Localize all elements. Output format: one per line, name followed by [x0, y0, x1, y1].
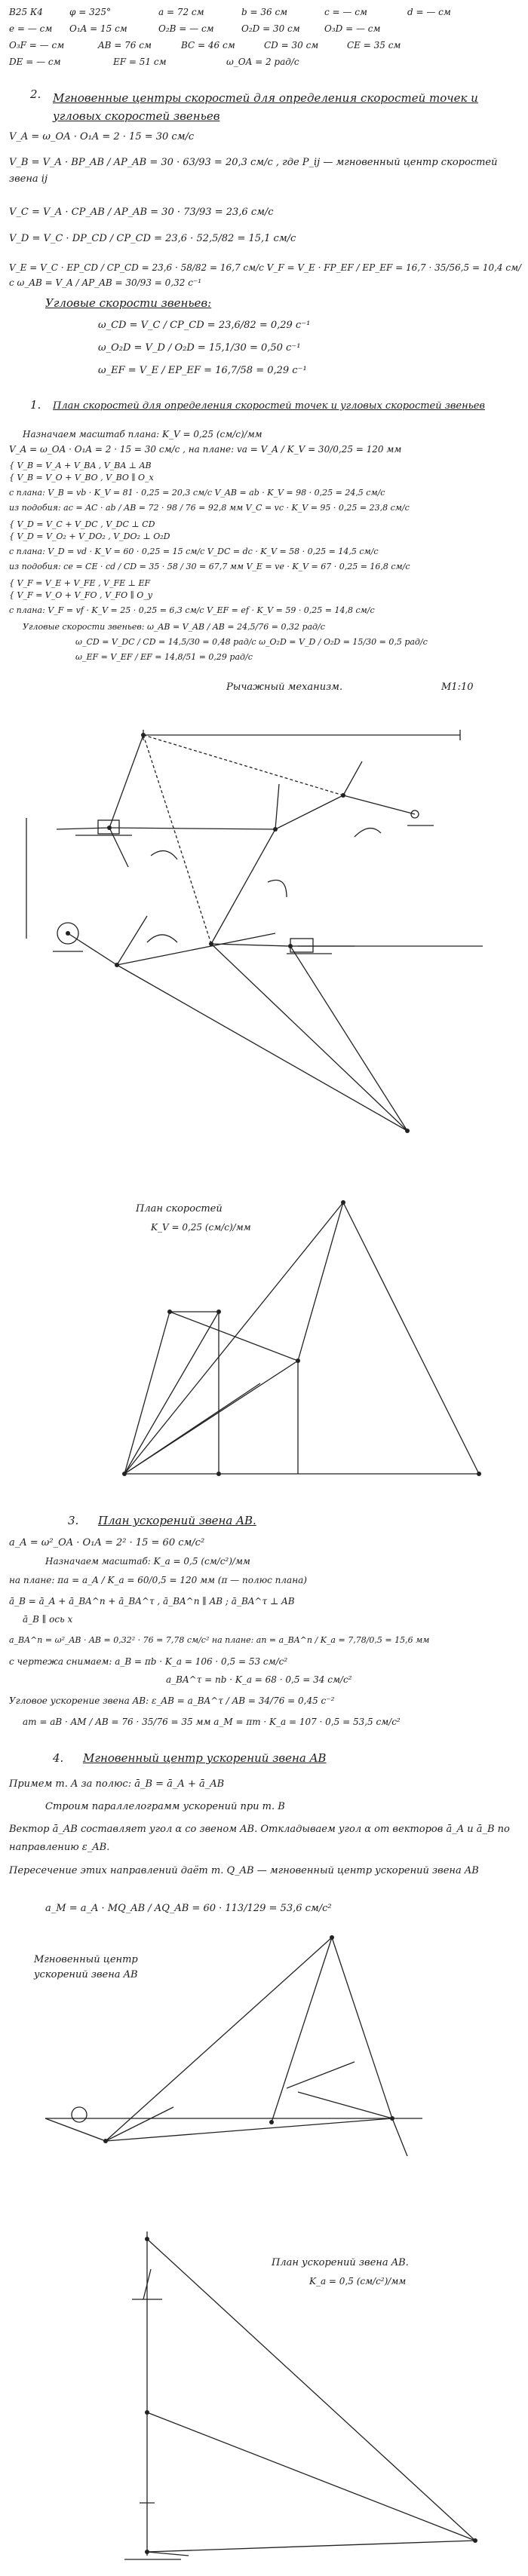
line: с плана: V_F = vf · K_V = 25 · 0,25 = 6,3 см/с V_EF = ef · K_V = 59 · 0,25 = 14,8 см/с [9, 605, 375, 615]
given-cd: CD = 30 см [264, 40, 319, 51]
formula-vb: V_B = V_A · BP_AB / AP_AB = 30 · 63/93 = 20,3 см/с , где P_ij — мгновенный центр скоростей звена ij [9, 157, 498, 185]
mechanism-title: Рычажный механизм. [226, 682, 343, 693]
section-title: План скоростей для определения скоростей точек и угловых скоростей звеньев [53, 400, 486, 412]
acceleration-plan-title: План ускорений звена AB. [272, 2257, 409, 2268]
formula-va: V_A = ω_OA · O₁A = 2 · 15 = 30 см/с [9, 131, 195, 142]
line: { V_F = V_E + V_FE , V_FE ⊥ EF [9, 578, 151, 588]
section-title: Мгновенный центр ускорений звена AB [83, 1751, 327, 1765]
line: на плане: πa = a_A / K_a = 60/0,5 = 120 мм (π — полюс плана) [9, 1575, 307, 1585]
given-oa: O₁A = 15 см [69, 23, 127, 34]
line: Назначаем масштаб: K_a = 0,5 (см/с²)/мм [45, 1556, 250, 1567]
velocity-plan-title: План скоростей [136, 1203, 223, 1214]
section-title: Мгновенные центры скоростей для определения скоростей точек и угловых скоростей звеньев [53, 91, 478, 123]
line: с чертежа снимаем: a_B = πb · K_a = 106 · 0,5 = 53 см/с² [9, 1656, 288, 1667]
given-phi: φ = 325° [69, 7, 111, 17]
given-o2b: O₂B = — см [158, 23, 214, 34]
formula-vd: V_D = V_C · DP_CD / CP_CD = 23,6 · 52,5/82 = 15,1 см/с [9, 233, 296, 244]
given-d: d = — см [407, 7, 451, 17]
line: с плана: V_D = vd · K_V = 60 · 0,25 = 15 см/с V_DC = dc · K_V = 58 · 0,25 = 14,5 см/с [9, 547, 379, 556]
acceleration-diagram-title: Мгновенный центр ускорений звена AB [34, 1954, 138, 1980]
line: am = aB · AM / AB = 76 · 35/76 = 35 мм a_M = πm · K_a = 107 · 0,5 = 53,5 см/с² [23, 1717, 401, 1727]
given-e: e = — см [9, 23, 53, 34]
line: Вектор ā_AB составляет угол α со звеном AB. Откладываем угол α от векторов ā_A и ā_B по направлению ε_AB. [9, 1824, 510, 1853]
velocity-plan-scale: K_V = 0,25 (см/с)/мм [151, 1222, 251, 1233]
line: { V_D = V_C + V_DC , V_DC ⊥ CD [9, 519, 155, 529]
given-o2d: O₂D = 30 см [241, 23, 300, 34]
line: с плана: V_B = vb · K_V = 81 · 0,25 = 20,3 см/с V_AB = ab · K_V = 98 · 0,25 = 24,5 см/с [9, 488, 385, 498]
section-title: План ускорений звена AB. [98, 1514, 256, 1527]
line: Строим параллелограмм ускорений при т. B [45, 1801, 285, 1812]
line: a_A = ω²_OA · O₁A = 2² · 15 = 60 см/с² [9, 1537, 205, 1548]
line: Угловое ускорение звена AB: ε_AB = a_BA^τ / AB = 34/76 = 0,45 с⁻² [9, 1695, 335, 1706]
given-c: c = — см [324, 7, 367, 17]
given-ef: EF = 51 см [113, 57, 167, 67]
line: a_M = a_A · MQ_AB / AQ_AB = 60 · 113/129 = 53,6 см/с² [45, 1903, 332, 1914]
given-bc: BC = 46 см [181, 40, 235, 51]
mechanism-scale: M1:10 [441, 682, 474, 693]
line: ω_CD = V_DC / CD = 14,5/30 = 0,48 рад/с ω_O₂D = V_D / O₂D = 15/30 = 0,5 рад/с [75, 637, 428, 647]
section-number: 2. [30, 87, 41, 101]
subsection-title: Угловые скорости звеньев: [45, 296, 212, 310]
line: Назначаем масштаб плана: K_V = 0,25 (см/с)/мм [23, 429, 262, 440]
formula-wef: ω_EF = V_E / EP_EF = 16,7/58 = 0,29 с⁻¹ [98, 365, 307, 376]
section-number: 1. [30, 398, 41, 412]
line: Угловые скорости звеньев: ω_AB = V_AB / AB = 24,5/76 = 0,32 рад/с [23, 622, 325, 632]
line: Примем т. A за полюс: ā_B = ā_A + ā_AB [9, 1778, 225, 1790]
given-de: DE = — см [9, 57, 61, 67]
formula-ve-vf-wab: V_E = V_C · EP_CD / CP_CD = 23,6 · 58/82 = 16,7 см/с V_F = V_E · FP_EF / EP_EF = 16,7 · 35/56,5 = 10,4 см/с ω_AB = V_A / AP_AB = 30/93 = 0,32 с⁻¹ [9, 262, 522, 288]
formula-vc: V_C = V_A · CP_AB / AP_AB = 30 · 73/93 = 23,6 см/с [9, 207, 274, 218]
line: { V_D = V_O₂ + V_DO₂ , V_DO₂ ⊥ O₂D [9, 531, 170, 541]
acceleration-plan-scale: K_a = 0,5 (см/с²)/мм [309, 2276, 407, 2287]
line: из подобия: ce = CE · cd / CD = 35 · 58 / 30 = 67,7 мм V_E = ve · K_V = 67 · 0,25 = 16,8 см/с [9, 562, 410, 571]
section-number: 4. [53, 1751, 64, 1765]
given-o3d: O₃D = — см [324, 23, 381, 34]
formula-wo2d: ω_O₂D = V_D / O₂D = 15,1/30 = 0,50 с⁻¹ [98, 342, 301, 354]
formula-wcd: ω_CD = V_C / CP_CD = 23,6/82 = 0,29 с⁻¹ [98, 320, 311, 331]
given-a: a = 72 см [158, 7, 204, 17]
line: { V_B = V_A + V_BA , V_BA ⊥ AB [9, 461, 152, 470]
line: ā_B ∥ ось x [23, 1614, 73, 1625]
given-ab: AB = 76 см [98, 40, 152, 51]
given-b: b = 36 см [241, 7, 288, 17]
line: { V_B = V_O + V_BO , V_BO ∥ O_x [9, 473, 154, 482]
line: a_BA^n = ω²_AB · AB = 0,32² · 76 = 7,78 см/с² на плане: an = a_BA^n / K_a = 7,78/0,5 = 15,6 мм [9, 1635, 430, 1645]
given-omega-oa: ω_OA = 2 рад/с [226, 57, 299, 67]
section-number: 3. [68, 1514, 79, 1527]
line: ω_EF = V_EF / EF = 14,8/51 = 0,29 рад/с [75, 652, 253, 662]
line: ā_B = ā_A + ā_BA^n + ā_BA^τ , ā_BA^n ∥ AB ; ā_BA^τ ⊥ AB [9, 1596, 295, 1607]
line: { V_F = V_O + V_FO , V_FO ∥ O_y [9, 590, 152, 600]
line: Пересечение этих направлений даёт т. Q_AB — мгновенный центр ускорений звена AB [9, 1865, 479, 1876]
given-o3f: O₃F = — см [9, 40, 65, 51]
line: a_BA^τ = nb · K_a = 68 · 0,5 = 34 см/с² [166, 1674, 352, 1685]
given-ce: CE = 35 см [347, 40, 401, 51]
variant-label: В25 К4 [9, 7, 43, 17]
line: из подобия: ac = AC · ab / AB = 72 · 98 / 76 = 92,8 мм V_C = vc · K_V = 95 · 0,25 = 23,8 см/с [9, 503, 410, 513]
line: V_A = ω_OA · O₁A = 2 · 15 = 30 см/с , на плане: va = V_A / K_V = 30/0,25 = 120 мм [9, 444, 402, 455]
